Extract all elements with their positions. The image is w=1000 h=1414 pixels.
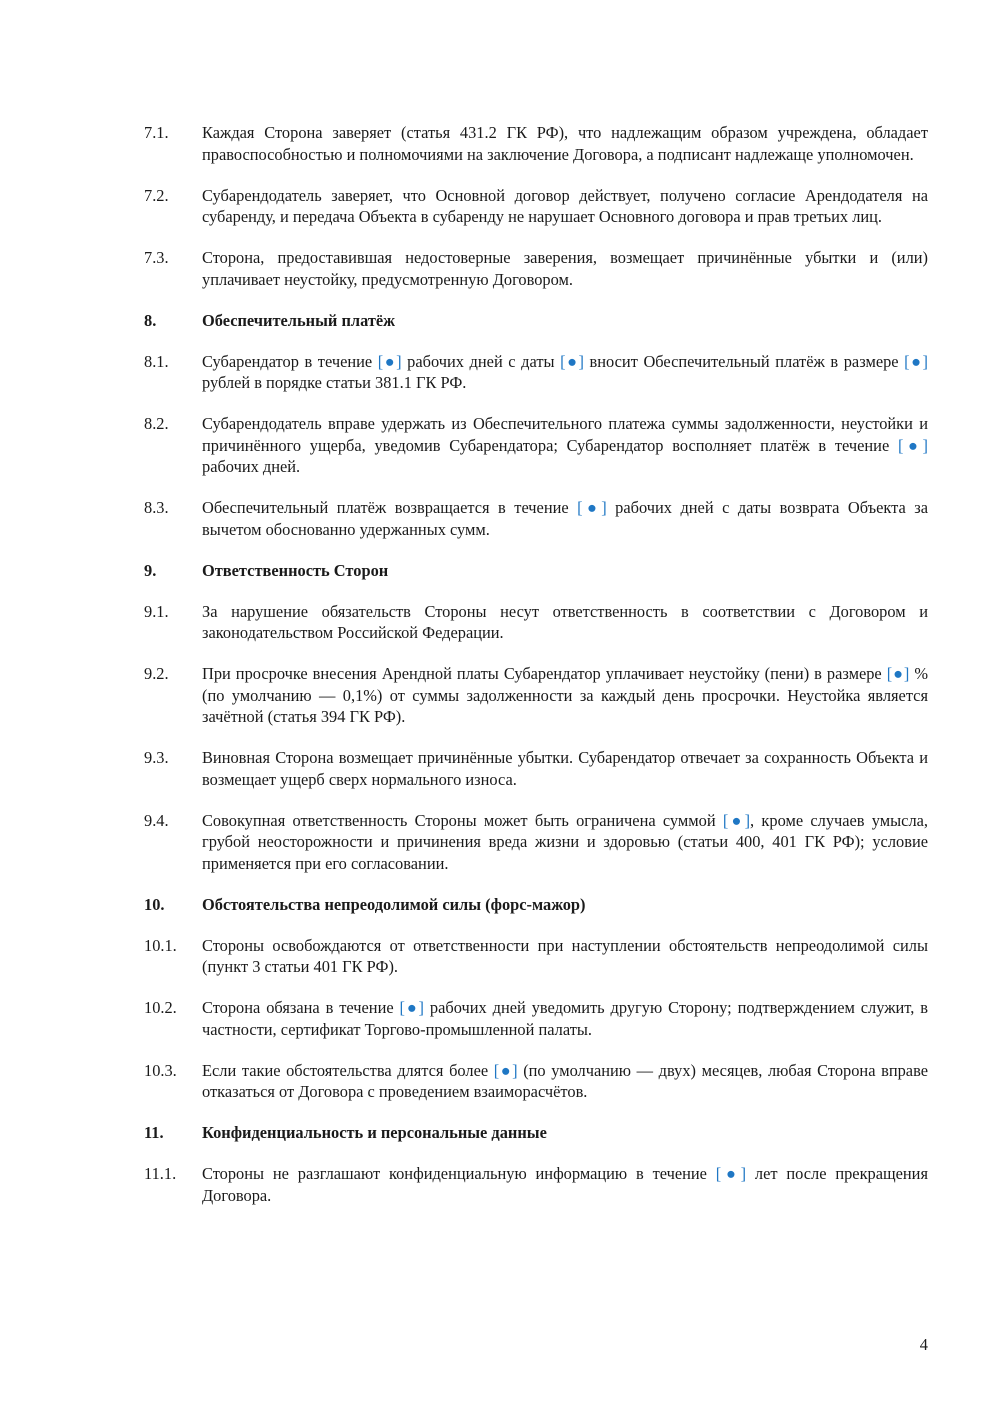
clause	[144, 663, 928, 728]
placeholder-marker: [●]	[715, 1164, 747, 1183]
placeholder-marker: [●]	[722, 810, 751, 830]
text-segment: Стороны освобождаются от ответственности при наступлении обстоятельств непреодолимой силы (пункт 3 статьи 401 ГК РФ).	[202, 935, 928, 976]
text-segment: рабочих дней с даты	[401, 351, 561, 371]
placeholder-marker: [●]	[399, 998, 425, 1017]
clause-number: 8.1.	[144, 351, 169, 371]
text-segment: рабочих дней с даты возврата Объекта за вычетом обоснованно удержанных сумм.	[202, 498, 928, 539]
clause-number: 9.3.	[144, 748, 169, 767]
clause	[144, 247, 928, 290]
clause-text	[202, 413, 928, 478]
page-number: 4	[919, 1335, 928, 1354]
section-heading	[144, 310, 928, 332]
clause-number: 11.1.	[144, 1164, 177, 1183]
clause-number: 10.	[144, 894, 165, 914]
text-segment: Стороны не разглашают конфиденциальную информацию в течение	[202, 1164, 716, 1183]
clause-text	[202, 810, 928, 875]
section-heading-text	[202, 894, 928, 916]
clause	[144, 747, 928, 790]
text-segment: Ответственность Сторон	[202, 560, 389, 580]
placeholder-marker: [●]	[493, 1060, 518, 1080]
clause	[144, 122, 928, 165]
text-segment: лет после прекращения Договора.	[202, 1164, 928, 1205]
text-segment: % (по умолчанию — 0,1%) от суммы задолженности за каждый день просрочки. Неустойка является зачётной (статья 394 ГК РФ).	[202, 664, 928, 726]
text-segment: Субарендодатель вправе удержать из Обеспечительного платежа суммы задолженности, неустойки и причинённого ущерба, уведомив Субарендатора; Субарендатор восполняет платёж в течение	[202, 414, 928, 455]
clause	[144, 1163, 928, 1206]
clause-number: 9.	[144, 560, 157, 580]
placeholder-marker: [●]	[560, 351, 584, 371]
clause	[144, 497, 928, 540]
clause-number: 10.3.	[144, 1060, 177, 1080]
clause-number: 9.2.	[144, 664, 169, 683]
clause-text	[202, 1163, 928, 1206]
clause-number: 7.1.	[144, 123, 169, 142]
clause	[144, 810, 928, 875]
clause-number: 7.3.	[144, 248, 169, 267]
clause-number: 9.4.	[144, 810, 169, 830]
clause-number: 8.2.	[144, 414, 169, 433]
clause-number: 7.2.	[144, 185, 169, 205]
text-segment: (по умолчанию — двух) месяцев, любая Сторона вправе отказаться от Договора с проведением взаиморасчётов.	[202, 1060, 928, 1101]
text-segment: Субарендатор в течение	[202, 351, 378, 371]
text-segment: Конфиденциальность и персональные данные	[202, 1123, 547, 1142]
clause-text	[202, 935, 928, 978]
text-segment: Сторона обязана в течение	[202, 998, 400, 1017]
text-segment: Обеспечительный платёж возвращается в течение	[202, 498, 578, 517]
text-segment: Каждая Сторона заверяет (статья 431.2 ГК РФ), что надлежащим образом учреждена, обладает правоспособностью и полномочиями на заключение Договора, а подписант надлежаще уполномочен.	[202, 123, 928, 164]
text-segment: вносит Обеспечительный платёж в размере	[583, 351, 905, 371]
clause-number: 10.1.	[144, 935, 177, 955]
text-segment: При просрочке внесения Арендной платы Субарендатор уплачивает неустойку (пени) в размере	[202, 664, 887, 683]
clause-text	[202, 663, 928, 728]
placeholder-marker: [●]	[897, 435, 928, 455]
text-segment: Обеспечительный платёж	[202, 310, 396, 330]
text-segment: Если такие обстоятельства длятся более	[202, 1060, 494, 1080]
clause-text	[202, 1060, 928, 1103]
clause-number: 9.1.	[144, 601, 169, 621]
clause	[144, 935, 928, 978]
text-segment: Обстоятельства непреодолимой силы (форс-мажор)	[202, 894, 586, 914]
clause-text	[202, 185, 928, 228]
clause	[144, 601, 928, 644]
text-segment: , кроме случаев умысла, грубой неосторожности и причинения вреда жизни и здоровью (статьи 400, 401 ГК РФ); условие применяется при его согласовании.	[202, 810, 928, 873]
section-heading	[144, 560, 928, 582]
text-segment: Совокупная ответственность Стороны может быть ограничена суммой	[202, 810, 723, 830]
section-heading-text	[202, 1122, 928, 1144]
clause-number: 8.3.	[144, 498, 169, 517]
section-heading-text	[202, 310, 928, 332]
clause-text	[202, 997, 928, 1040]
clause-text	[202, 601, 928, 644]
clause-number: 10.2.	[144, 998, 177, 1017]
clause	[144, 1060, 928, 1103]
document-body	[144, 122, 928, 1226]
clause-text	[202, 747, 928, 790]
clause-number: 8.	[144, 310, 157, 330]
clause-number: 11.	[144, 1123, 164, 1142]
clause-text	[202, 247, 928, 290]
text-segment: Сторона, предоставившая недостоверные заверения, возмещает причинённые убытки и (или) уплачивает неустойку, предусмотренную Договором.	[202, 248, 928, 289]
placeholder-marker: [●]	[377, 351, 402, 371]
section-heading	[144, 894, 928, 916]
text-segment: Субарендодатель заверяет, что Основной договор действует, получено согласие Арендодателя на субаренду, и передача Объекта в субаренду не нарушает Основного договора и прав третьих лиц.	[202, 185, 928, 226]
text-segment: Виновная Сторона возмещает причинённые убытки. Субарендатор отвечает за сохранность Объекта и возмещает ущерб сверх нормального износа.	[202, 748, 928, 789]
text-segment: рабочих дней.	[202, 457, 301, 476]
clause-text	[202, 351, 928, 394]
clause	[144, 413, 928, 478]
placeholder-marker: [●]	[577, 498, 607, 517]
clause	[144, 185, 928, 228]
placeholder-marker: [●]	[904, 351, 928, 371]
clause	[144, 351, 928, 394]
text-segment: рублей в порядке статьи 381.1 ГК РФ.	[202, 373, 467, 392]
placeholder-marker: [●]	[886, 664, 910, 683]
clause	[144, 997, 928, 1040]
section-heading-text	[202, 560, 928, 582]
clause-text	[202, 122, 928, 165]
text-segment: За нарушение обязательств Стороны несут ответственность в соответствии с Договором и законодательством Российской Федерации.	[202, 601, 928, 642]
text-segment: рабочих дней уведомить другую Сторону; подтверждением служит, в частности, сертификат Торгово-промышленной палаты.	[202, 998, 928, 1039]
section-heading	[144, 1122, 928, 1144]
clause-text	[202, 497, 928, 540]
